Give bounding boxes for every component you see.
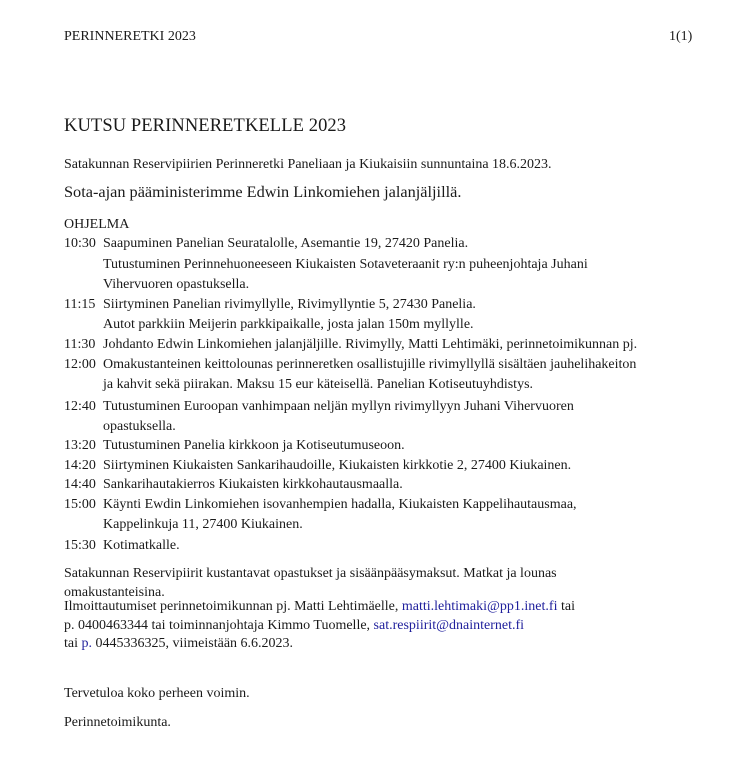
program-time: 14:40 [64,477,96,492]
registration-line [64,636,293,652]
welcome-text: Tervetuloa koko perheen voimin. [64,686,250,701]
program-time: 14:20 [64,458,96,473]
program-item [64,337,637,353]
program-text: Tutustuminen Euroopan vanhimpaan neljän myllyn rivimyllyyn Juhani Vihervuoren [103,399,574,414]
program-item [64,438,405,454]
signature: Perinnetoimikunta. [64,715,171,730]
registration-text: tai [64,636,82,651]
program-item [64,297,476,313]
registration-line [64,618,524,634]
program-time: 11:30 [64,337,96,352]
program-item [64,458,571,474]
program-text: Käynti Ewdin Linkomiehen isovanhempien hadalla, Kiukaisten Kappelihautausmaa, [103,497,577,512]
program-item [64,497,577,513]
subtitle: Sota-ajan pääministerimme Edwin Linkomiehen jalanjäljillä. [64,182,462,201]
program-time: 11:15 [64,297,96,312]
costs-text-cont: omakustanteisina. [64,585,165,600]
email-link-kimmo[interactable]: sat.respiirit@dnainternet.fi [373,618,525,633]
page-number: 1(1) [669,29,693,44]
program-time: 15:00 [64,497,96,512]
costs-text: Satakunnan Reservipiirit kustantavat opastukset ja sisäänpääsymaksut. Matkat ja lounas [64,566,557,581]
program-text: Saapuminen Panelian Seuratalolle, Asemantie 19, 27420 Panelia. [103,236,469,251]
program-text: ja kahvit sekä piirakan. Maksu 15 eur käteisellä. Panelian Kotiseutuyhdistys. [103,377,534,392]
program-time: 12:00 [64,357,96,372]
document-title: KUTSU PERINNERETKELLE 2023 [64,116,347,136]
registration-deadline: 0445336325, viimeistään 6.6.2023. [92,636,294,651]
program-item [64,357,636,373]
program-text: Johdanto Edwin Linkomiehen jalanjäljille. Rivimylly, Matti Lehtimäki, perinnetoimikunnan pj. [103,337,638,352]
program-text: Autot parkkiin Meijerin parkkipaikalle, josta jalan 150m myllylle. [103,317,474,332]
program-time: 13:20 [64,438,96,453]
program-text: Siirtyminen Kiukaisten Sankarihaudoille, Kiukaisten kirkkotie 2, 27400 Kiukainen. [103,458,572,473]
program-text: Siirtyminen Panelian rivimyllylle, Rivimyllyntie 5, 27430 Panelia. [103,297,476,312]
program-item [64,236,468,252]
program-item [64,399,574,415]
program-text: Tutustuminen Perinnehuoneeseen Kiukaisten Sotaveteraanit ry:n puheenjohtaja Juhani [103,257,588,272]
program-item [64,477,403,493]
intro-text: Satakunnan Reservipiirien Perinneretki Paneliaan ja Kiukaisiin sunnuntaina 18.6.2023. [64,157,552,172]
program-text: opastuksella. [103,419,176,434]
program-text: Kappelinkuja 11, 27400 Kiukainen. [103,517,303,532]
program-text: Sankarihautakierros Kiukaisten kirkkohautausmaalla. [103,477,403,492]
program-time: 15:30 [64,538,96,553]
program-text: Kotimatkalle. [103,538,180,553]
registration-text: p. 0400463344 tai toiminnanjohtaja Kimmo Tuomelle, [64,618,374,633]
registration-text: Ilmoittautumiset perinnetoimikunnan pj. Matti Lehtimäelle, [64,599,402,614]
program-time: 12:40 [64,399,96,414]
program-text: Tutustuminen Panelia kirkkoon ja Kotiseutumuseoon. [103,438,405,453]
registration-line [64,599,575,615]
header-title: PERINNERETKI 2023 [64,29,196,44]
phone-link[interactable]: p. [81,636,92,651]
program-time: 10:30 [64,236,96,251]
program-text: Omakustanteinen keittolounas perinneretken osallistujille rivimyllyllä sisältäen jauhelihakeiton [103,357,637,372]
program-heading: OHJELMA [64,217,130,232]
program-item [64,538,180,554]
program-text: Vihervuoren opastuksella. [103,277,250,292]
email-link-matti[interactable]: matti.lehtimaki@pp1.inet.fi [401,599,558,614]
registration-tail: tai [557,599,575,614]
